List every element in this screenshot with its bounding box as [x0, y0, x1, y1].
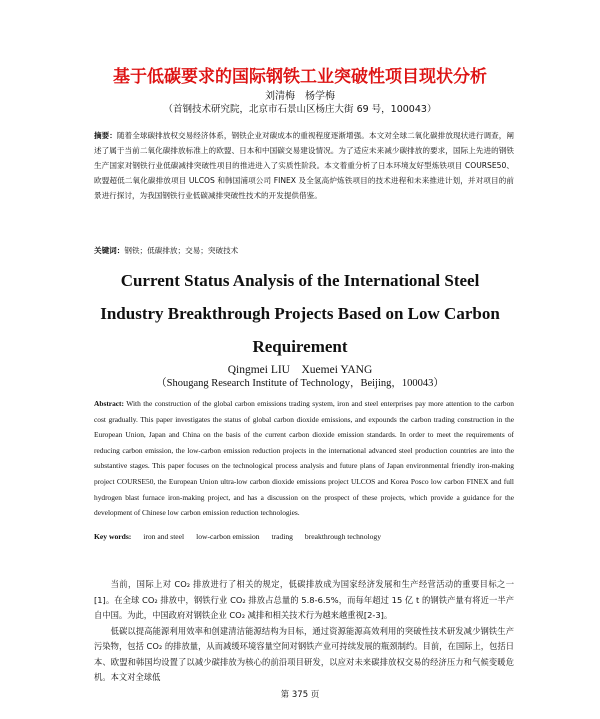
chinese-abstract-text: 随着全球碳排放权交易经济体系，钢铁企业对碳成本的重视程度逐渐增强。本文对全球二氧化碳排放现状进行调查，阐述了属于当前二氧化碳排放标准上的欧盟、日本和中国碳交易建设情况。为了适应未来减少碳排放的要求，国际上先进的钢铁生产国家对钢铁行业低碳减排突破性项目的推进进入了实质性阶段。本文着重分析了日本环境友好型炼铁项目 COURSE50、欧盟超低二氧化碳排放项目 ULCOS 和韩国浦项公司 FINEX 及全氢高炉炼铁项目的技术进程和未来推进计划，并对项目的前景进行探讨，为我国钢铁行业低碳减排突破性技术的开发提供借鉴。 — [94, 131, 515, 200]
english-title — [0, 264, 600, 363]
english-keyword: iron and steel — [143, 532, 185, 541]
english-keywords — [94, 532, 514, 541]
body-paragraph: 低碳以提高能源利用效率和创建清洁能源结构为目标，通过资源能源高效利用的突破性技术研发减少钢铁生产污染物，包括 CO₂ 的排放量，从而减缓环境容量空间对钢铁产业可持续发展的瓶颈制约。目前，在国际上，包括日本、欧盟和韩国均设置了以减少碳排放为核心的前沿项目研发，以应对未来碳排放权交易的经济压力和气候变暖危机。本文对全球低 — [94, 625, 514, 682]
body-text — [94, 577, 514, 686]
chinese-affiliation: （首钢技术研究院，北京市石景山区杨庄大街 69 号，100043） — [163, 104, 437, 115]
english-title-line: Requirement — [252, 337, 348, 356]
chinese-authors: 刘清梅 杨学梅 — [265, 91, 335, 102]
english-keyword: trading — [271, 532, 293, 541]
english-authors: Qingmei LIU Xuemei YANG — [227, 364, 373, 376]
page-number: 第 375 页 — [280, 690, 320, 700]
english-abstract — [94, 396, 514, 521]
english-abstract-text: With the construction of the global carbon emissions trading system, iron and steel enterprises pay more attention to the carbon cost gradually. This paper investigates the status of global carbon dioxide emissions, and expounds the carbon trading construction in the European Union, Japan and China on the basis of the current carbon dioxide emission standards. In order to meet the requirements of reducing carbon emission, the low-carbon emission reduction projects in the international advanced steel production countries are into the substantive stages. This paper focuses on the technological process analysis and future plans of Japan environmental friendly iron-making project COURSE50, the European Union ultra-low carbon dioxide emissions project ULCOS and Korea Posco low carbon FINEX and full hydrogen blast furnace iron-making project, and has a discussion on the prospect of these projects, which provide a guidance for the development of Chinese low carbon emission reduction technologies. — [94, 399, 514, 518]
english-keyword: low-carbon emission — [196, 532, 260, 541]
chinese-abstract-label: 摘要： — [94, 131, 117, 140]
english-keyword: breakthrough technology — [304, 532, 382, 541]
english-keywords-label: Key words: — [94, 532, 132, 541]
chinese-keywords-text: 钢铁；低碳排放；交易；突破技术 — [124, 246, 239, 255]
chinese-title: 基于低碳要求的国际钢铁工业突破性项目现状分析 — [113, 67, 487, 87]
english-title-line: Industry Breakthrough Projects Based on Low Carbon — [100, 304, 500, 323]
english-affiliation: （Shougang Research Institute of Technology，Beijing，100043） — [156, 378, 444, 389]
chinese-keywords-label: 关键词： — [94, 246, 125, 255]
body-paragraph: 当前，国际上对 CO₂ 排放进行了相关的规定，低碳排放成为国家经济发展和生产经营活动的重要目标之一[1]。在全球 CO₂ 排放中，钢铁行业 CO₂ 排放占总量的 5.8-6.5%，而每年超过 15 亿 t 的钢铁产量有将近一半产自中国。为此，中国政府对钢铁企业 CO₂ 减排和相关技术行为越来越重视[2-3]。 — [94, 579, 514, 620]
chinese-keywords — [94, 245, 514, 256]
english-abstract-label: Abstract: — [94, 399, 124, 408]
chinese-abstract — [94, 128, 514, 203]
english-title-line: Current Status Analysis of the International Steel — [120, 271, 480, 290]
